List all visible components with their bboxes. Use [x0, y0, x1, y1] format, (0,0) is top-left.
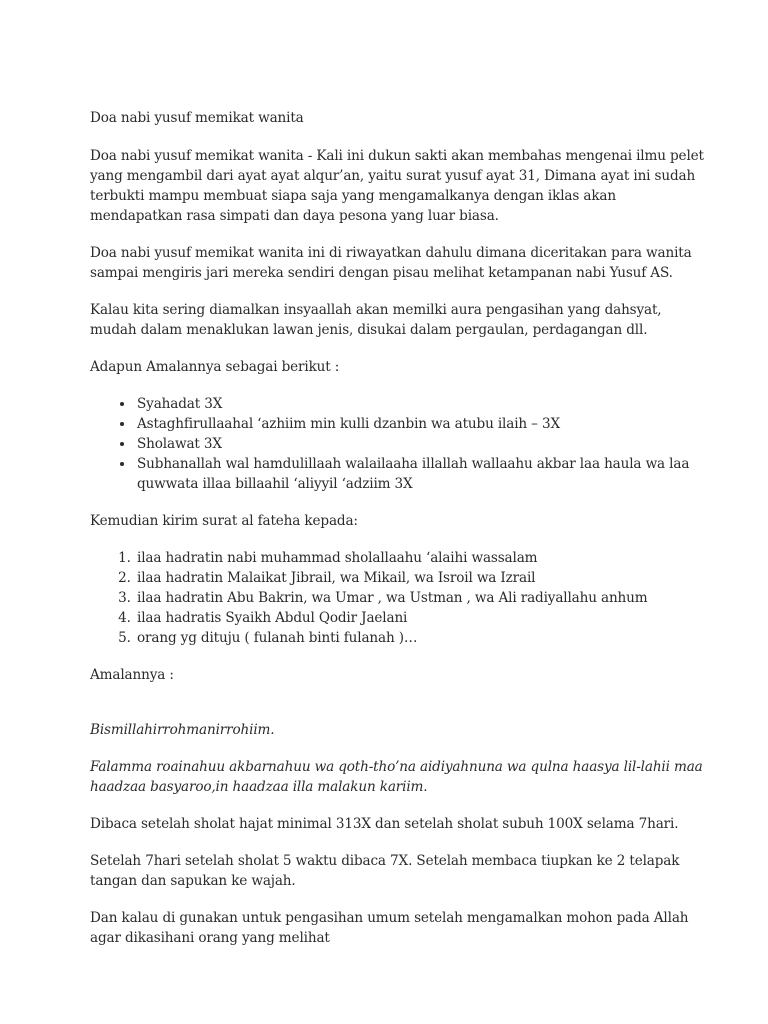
- paragraph-story: Doa nabi yusuf memikat wanita ini di riwayatkan dahulu dimana diceritakan para wanita sampai mengiris jari mereka sendiri dengan pisau melihat ketampanan nabi Yusuf AS.: [90, 245, 692, 281]
- paragraph-reading-times: Dibaca setelah sholat hajat minimal 313X dan setelah sholat subuh 100X selama 7hari.: [90, 816, 679, 832]
- list-item: 1. ilaa hadratin nabi muhammad sholallaahu ‘alaihi wassalam: [135, 548, 708, 568]
- list-item: • Sholawat 3X: [135, 434, 708, 454]
- paragraph-intro: Doa nabi yusuf memikat wanita - Kali ini dukun sakti akan membahas mengenai ilmu pelet yang mengambil dari ayat ayat alqur’an, yaitu surat yusuf ayat 31, Dimana ayat ini sudah terbukti mampu membuat siapa saja yang mengamalkanya dengan iklas akan mendapatkan rasa simpati dan daya pesona yang luar biasa.: [90, 148, 704, 224]
- paragraph-bismillah: Bismillahirrohmanirrohiim.: [90, 722, 275, 738]
- list-item: • Astaghfirullaahal ‘azhiim min kulli dzanbin wa atubu ilaih – 3X: [135, 414, 708, 434]
- spacer: [90, 702, 708, 720]
- list-item: • Syahadat 3X: [135, 394, 708, 414]
- paragraph-doa-text: Falamma roainahuu akbarnahuu wa qoth-tho’na aidiyahnuna wa qulna haasya lil-lahii maa haadzaa basyaroo,in haadzaa illa malakun kariim.: [90, 759, 703, 795]
- amalan-bullet-list: [90, 394, 708, 494]
- paragraph-fateha: Kemudian kirim surat al fateha kepada:: [90, 513, 358, 529]
- list-item: 4. ilaa hadratis Syaikh Abdul Qodir Jaelani: [135, 608, 708, 628]
- paragraph-pengasihan: Dan kalau di gunakan untuk pengasihan umum setelah mengamalkan mohon pada Allah agar dikasihani orang yang melihat: [90, 910, 689, 946]
- list-item: 3. ilaa hadratin Abu Bakrin, wa Umar , wa Ustman , wa Ali radiyallahu anhum: [135, 588, 708, 608]
- list-item: 5. orang yg dituju ( fulanah binti fulanah )…: [135, 628, 708, 648]
- document-title: Doa nabi yusuf memikat wanita: [90, 110, 304, 126]
- list-item: 2. ilaa hadratin Malaikat Jibrail, wa Mikail, wa Isroil wa Izrail: [135, 568, 708, 588]
- list-item: • Subhanallah wal hamdulillaah walailaaha illallah wallaahu akbar laa haula wa laa quwwata illaa billaahil ‘aliyyil ‘adziim 3X: [135, 454, 708, 494]
- paragraph-amalannya: Amalannya :: [90, 667, 174, 683]
- fateha-numbered-list: [90, 548, 708, 648]
- paragraph-after-sholat: Setelah 7hari setelah sholat 5 waktu dibaca 7X. Setelah membaca tiupkan ke 2 telapak tangan dan sapukan ke wajah.: [90, 853, 680, 889]
- paragraph-amalan-heading: Adapun Amalannya sebagai berikut :: [90, 359, 340, 375]
- paragraph-benefits: Kalau kita sering diamalkan insyaallah akan memilki aura pengasihan yang dahsyat, mudah dalam menaklukan lawan jenis, disukai dalam pergaulan, perdagangan dll.: [90, 302, 662, 338]
